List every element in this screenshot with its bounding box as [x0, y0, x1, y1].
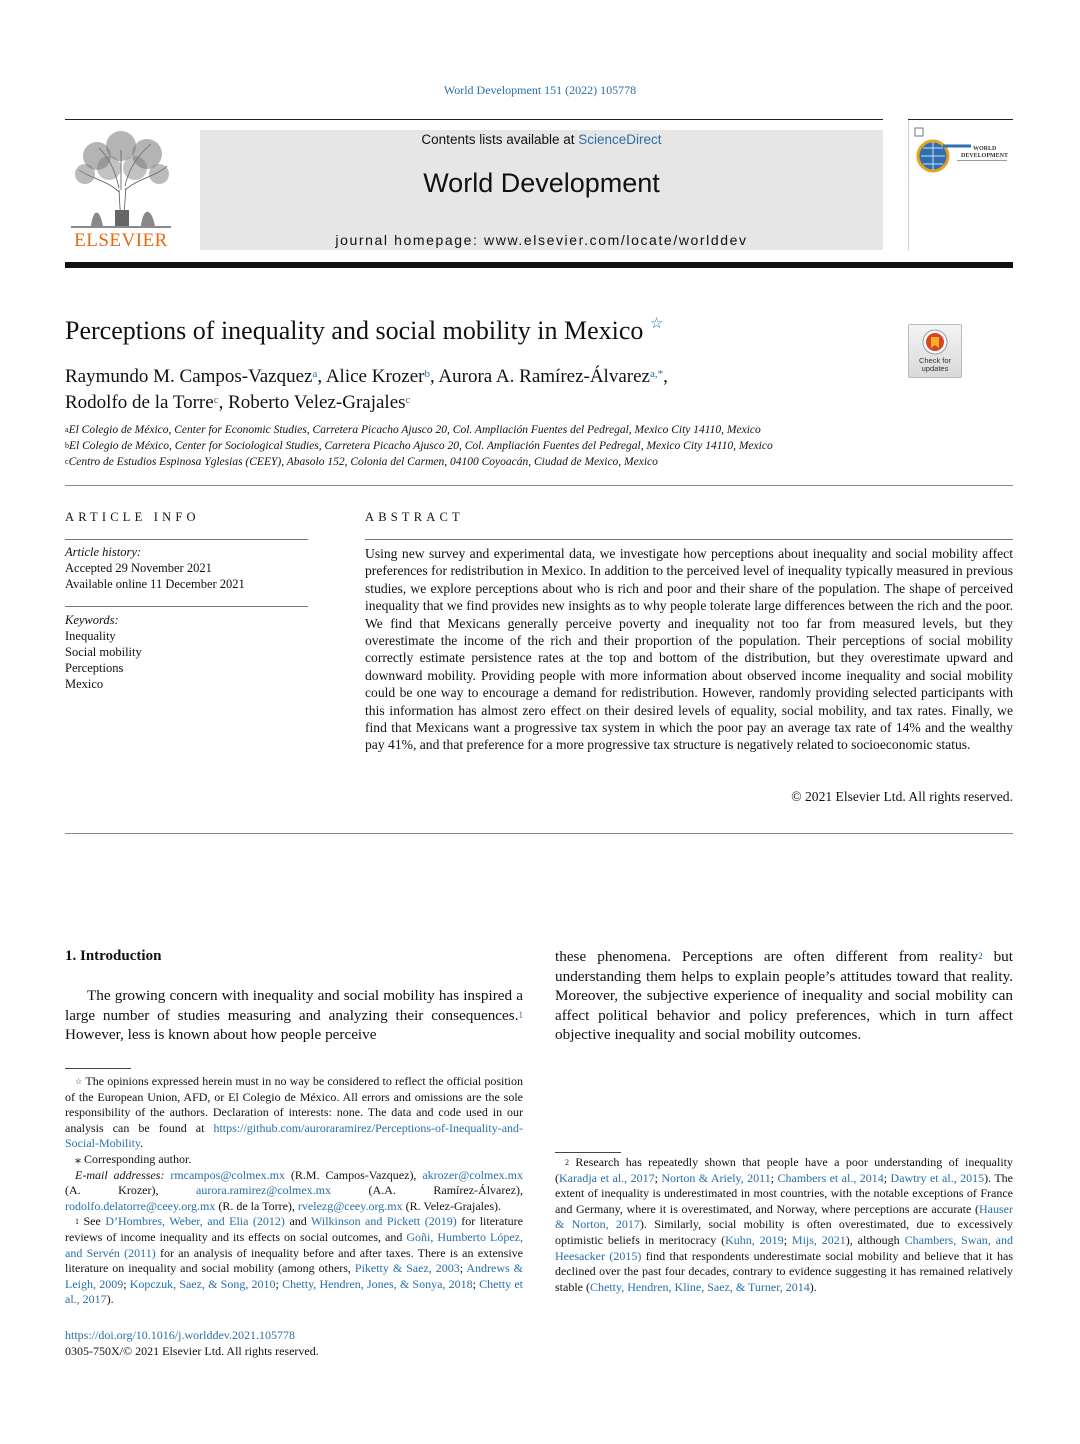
abstract-rule: [365, 539, 1013, 540]
elsevier-wordmark: ELSEVIER: [74, 230, 168, 251]
author-affil-mark[interactable]: b: [424, 368, 430, 380]
issn-line: 0305-750X/© 2021 Elsevier Ltd. All rights reserved.: [65, 1344, 319, 1358]
author-name[interactable]: Raymundo M. Campos-Vazquez: [65, 366, 313, 387]
footnote-rule: [65, 1068, 131, 1069]
abstract-heading: ABSTRACT: [365, 510, 464, 524]
check-for-updates-button[interactable]: [908, 324, 962, 378]
citation-link[interactable]: Piketty & Saez, 2003: [354, 1261, 460, 1276]
header-thick-rule: [65, 262, 1013, 268]
citation-link[interactable]: Kuhn, 2019: [725, 1232, 784, 1247]
doi-link[interactable]: https://doi.org/10.1016/j.worlddev.2021.105778: [65, 1328, 295, 1342]
affiliation-list: [65, 422, 1013, 470]
footnote-ref[interactable]: 1: [518, 1009, 523, 1020]
cover-title-line-2: DEVELOPMENT: [961, 153, 1009, 159]
email-link[interactable]: aurora.ramirez@colmex.mx: [196, 1183, 332, 1198]
author-name[interactable]: Roberto Velez-Grajales: [228, 392, 406, 413]
journal-cover[interactable]: [908, 120, 1014, 250]
email-link[interactable]: rodolfo.delatorre@ceey.org.mx: [65, 1198, 216, 1213]
section-heading-introduction: 1. Introduction: [65, 948, 162, 964]
email-link[interactable]: rvelezg@ceey.org.mx: [297, 1198, 403, 1213]
footnotes-col2: [555, 1155, 1013, 1295]
citation-link[interactable]: Chetty, Hendren, Jones, & Sonya, 2018: [282, 1276, 473, 1291]
footnote-1: $^1$ See D’Hombres, Weber, and Elia (2012) and Wilkinson and Pickett (2019) for literature reviews of income inequality and its effects on social outcomes, and Goñi, Humberto López, and Servén (2011) for an analysis of inequality before and after taxes. There is an extensive literature on inequality and social mobility (among others, Piketty & Saez, 2003; Andrews & Leigh, 2009; Kopczuk, Saez, & Song, 2010; Chetty, Hendren, Jones, & Sonya, 2018; Chetty et al., 2017).: [65, 1214, 524, 1307]
author-separator: ,: [663, 366, 668, 387]
journal-reference[interactable]: World Development 151 (2022) 105778: [443, 83, 637, 97]
history-label: Article history:: [65, 545, 142, 559]
world-development-cover-icon: [913, 126, 1013, 186]
citation-link[interactable]: Chambers, Swan, and Heesacker (2015): [555, 1232, 1013, 1263]
citation-link[interactable]: Andrews & Leigh, 2009: [65, 1261, 523, 1291]
elsevier-logo[interactable]: [65, 130, 177, 252]
github-link[interactable]: https://github.com/auroraramirez/Perceptions-of-Inequality-and-Social-Mobility: [65, 1120, 524, 1151]
keywords-block: [65, 612, 308, 692]
citation-link[interactable]: Mijs, 2021: [791, 1232, 846, 1247]
affiliation: $^c$Centro de Estudios Espinosa Yglesias (CEEY), Abasolo 152, Colonia del Carmen, 04100 Coyoacán, Ciudad de Mexico, Mexico: [65, 456, 658, 468]
section-divider: [65, 833, 1013, 834]
keyword: Inequality: [65, 629, 116, 643]
article-history: [65, 544, 308, 592]
cover-title-line-1: WORLD: [973, 146, 997, 152]
section-divider: [65, 485, 1013, 486]
citation-link[interactable]: D’Hombres, Weber, and Elia (2012): [105, 1214, 285, 1229]
citation-link[interactable]: Chetty, Hendren, Kline, Saez, & Turner, 2014: [590, 1279, 810, 1294]
sciencedirect-link[interactable]: ScienceDirect: [578, 132, 662, 147]
author-affil-mark[interactable]: a,*: [649, 368, 664, 380]
citation-link[interactable]: Karadja et al., 2017: [559, 1170, 655, 1185]
footnotes-col1: [65, 1074, 523, 1308]
author-affil-mark[interactable]: a: [312, 368, 318, 380]
affiliation: $^b$El Colegio de México, Center for Sociological Studies, Carretera Picacho Ajusco 20, Col. Ampliación Fuentes del Pedregal, Mexico City 14110, Mexico: [65, 440, 773, 452]
available-online-date: Available online 11 December 2021: [65, 577, 245, 591]
citation-link[interactable]: Dawtry et al., 2015: [890, 1170, 985, 1185]
journal-title: World Development: [423, 168, 660, 198]
article-info-heading: ARTICLE INFO: [65, 510, 200, 524]
citation-link[interactable]: Goñi, Humberto López, and Servén (2011): [65, 1229, 523, 1260]
citation-link[interactable]: Kopczuk, Saez, & Song, 2010: [129, 1276, 276, 1291]
author-affil-mark[interactable]: c: [213, 394, 219, 406]
author-separator: ,: [218, 392, 229, 413]
footnote-rule: [555, 1152, 621, 1153]
affiliation: $^a$El Colegio de México, Center for Economic Studies, Carretera Picacho Ajusco 20, Col. Ampliación Fuentes del Pedregal, Mexico City 14110, Mexico: [65, 424, 761, 436]
citation-link[interactable]: Chetty et al., 2017: [65, 1276, 524, 1307]
elsevier-tree-icon: [69, 130, 173, 230]
accepted-date: Accepted 29 November 2021: [65, 561, 212, 575]
author-name[interactable]: Aurora A. Ramírez-Álvarez: [438, 366, 650, 387]
header-top-rule: [65, 119, 883, 120]
page-footer: [65, 1327, 319, 1359]
intro-paragraph-col1: The growing concern with inequality and social mobility has inspired a large number of studies measuring and analyzing their consequences.$^1$ However, less is known about how people perceive: [65, 987, 523, 1043]
author-list: [65, 364, 885, 416]
keyword: Mexico: [65, 677, 104, 691]
citation-link[interactable]: Hauser & Norton, 2017: [555, 1201, 1013, 1232]
author-separator: ,: [429, 366, 439, 387]
citation-link[interactable]: Wilkinson and Pickett (2019): [311, 1214, 457, 1229]
article-title-text: Perceptions of inequality and social mobility in Mexico: [65, 316, 644, 345]
footnote-corresponding: ⁎ Corresponding author.: [75, 1151, 192, 1166]
journal-homepage[interactable]: journal homepage: www.elsevier.com/locate/worlddev: [335, 232, 748, 248]
title-footnote-mark[interactable]: ☆: [649, 316, 664, 332]
author-affil-mark[interactable]: c: [405, 394, 411, 406]
footnote-ref[interactable]: 2: [978, 951, 983, 961]
check-updates-icon: [909, 325, 961, 357]
footnote-emails: E-mail addresses: rmcampos@colmex.mx (R.M. Campos-Vazquez), akrozer@colmex.mx (A. Krozer), aurora.ramirez@colmex.mx (A.A. Ramírez-Álvarez), rodolfo.delatorre@ceey.org.mx (R. de la Torre), rvelezg@ceey.org.mx (R. Velez-Grajales).: [65, 1167, 524, 1213]
contents-line: [200, 132, 883, 147]
citation-link[interactable]: Norton & Ariely, 2011: [661, 1170, 771, 1185]
keyword: Perceptions: [65, 661, 124, 675]
footnote-2: $^2$ Research has repeatedly shown that people have a poor understanding of inequality (Karadja et al., 2017; Norton & Ariely, 2011; Chambers et al., 2014; Dawtry et al., 2015). The extent of inequality is underestimated in most countries, with the notable exceptions of France and Germany, where it is overestimated, and Norway, where perceptions are accurate (Hauser & Norton, 2017). Similarly, social mobility is often overestimated, due to excessively optimistic beliefs in meritocracy (Kuhn, 2019; Mijs, 2021), although Chambers, Swan, and Heesacker (2015) find that respondents underestimate social mobility and believe that it has declined over the past four decades, contrary to evidence suggesting it has remained relatively stable (Chetty, Hendren, Kline, Saez, & Turner, 2014).: [555, 1155, 1014, 1294]
article-info-rule: [65, 539, 308, 540]
contents-prefix: Contents lists available at: [421, 132, 575, 147]
footnote-star: ☆ The opinions expressed herein must in no way be considered to reflect the official position of the European Union, AFD, or El Colegio de México. All errors and omissions are the sole responsibility of the authors. Declaration of interests: none. The data and code used in our analysis can be found at https://github.com/auroraramirez/Perceptions-of-Inequality-and-Social-Mobility.: [65, 1074, 524, 1151]
keyword: Social mobility: [65, 645, 142, 659]
keywords-rule: [65, 606, 308, 607]
author-separator: ,: [317, 366, 326, 387]
intro-paragraph-col2: these phenomena. Perceptions are often different from reality$^2$ but understanding them helps to explain people’s attitudes toward that reality. Moreover, the subjective experience of inequality and social mobility can affect political behavior and policy preferences, which in turn affect objective inequality and social mobility outcomes.: [555, 948, 1013, 1043]
author-name[interactable]: Alice Krozer: [325, 366, 425, 387]
keywords-label: Keywords:: [65, 613, 119, 627]
email-link[interactable]: rmcampos@colmex.mx: [170, 1167, 286, 1182]
abstract-copyright: © 2021 Elsevier Ltd. All rights reserved.: [791, 789, 1013, 804]
email-link[interactable]: akrozer@colmex.mx: [422, 1167, 524, 1182]
author-name[interactable]: Rodolfo de la Torre: [65, 392, 214, 413]
citation-link[interactable]: Chambers et al., 2014: [777, 1170, 884, 1185]
abstract-text: Using new survey and experimental data, we investigate how perceptions about inequality and social mobility affect preferences for redistribution in Mexico. In addition to the perceived level of inequality typically measured in previous studies, we explore perceptions about who is rich and poor and their share of the population. The shape of perceived inequality that we find provides new insights as to why people tolerate large differences between the rich and the poor. We find that Mexicans generally perceive poverty and inequality not too far from measured levels, but they overestimate the income of the rich and their proportion of the population. Their perceptions of social mobility correctly estimate persistence rates at the top and bottom of the distribution, but they overestimate upward and downward mobility. Providing people with more information about observed income inequality and social mobility could be one way to encourage a demand for redistribution. However, randomly providing selected participants with this information has almost zero effect on their desired levels of equality, social mobility, and tax rates. Finally, we find that Mexicans want a progressive tax system in which the poor pay an average tax rate of 14% and the wealthy pay 41%, and that preference for a more progressive tax structure is negatively related to socioeconomic status.: [365, 546, 1013, 753]
article-title: [65, 316, 663, 346]
check-updates-label: Check for updates: [918, 356, 952, 373]
